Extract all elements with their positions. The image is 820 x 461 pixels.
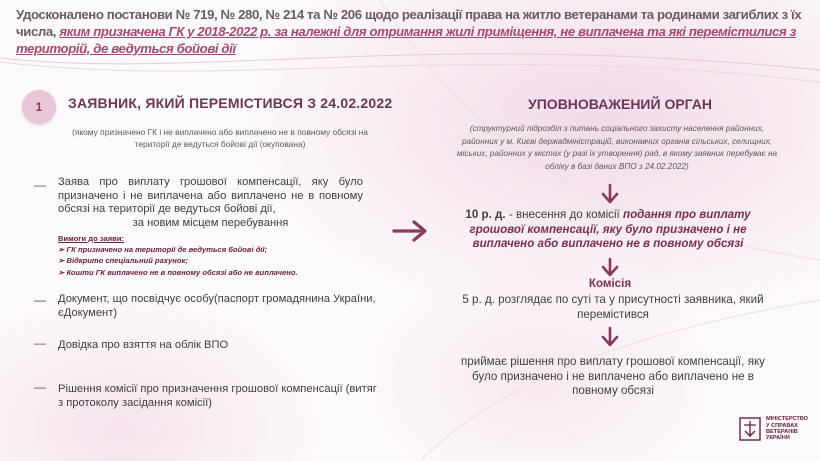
chevron-down-icon (599, 326, 621, 348)
chevron-down-icon (599, 258, 621, 278)
submission-step (448, 208, 768, 252)
arrow-marker-icon: ➢ (58, 256, 65, 266)
title-line-emphasis: яким призначена ГК у 2018-2022 р. за належні для отримання жилі приміщення, не виплачена та які перемістилися з територій, де ведуться бойові дії (16, 24, 796, 56)
requirement-item: ➢ Відкрито спеціальний рахунок; (58, 256, 188, 266)
page-title (16, 6, 806, 57)
flow-arrow-right-icon (392, 220, 428, 242)
chevron-down-icon (599, 183, 621, 205)
document-item-text: Заява про виплату грошової компенсації, яку було призначено і не виплачена або виплачено не в повному обсязі на території де ведуться бойові дії, (58, 176, 363, 216)
title-line-plain: Удосконалено постанови № 719, № 280, № 214 та № 206 щодо реалізації права на житло ветеранами та родинами загиблих з їх числа, (16, 7, 802, 39)
ministry-logo-text: МІНІСТЕРСТВО У СПРАВАХ ВЕТЕРАНІВ УКРАЇНИ (766, 416, 809, 442)
authority-subtitle: (структурний підрозділ з питань соціального захисту населення районних, районних у м. Києві держадміністрацій, виконавчих органів сільських, селищних, міських, районних у містах (у разі їх утворення) рад, в якому заявник перебуває на обліку в базі даних ВПО з 24.02.2022) (457, 124, 777, 171)
bullet-dash-icon: — (34, 336, 46, 350)
requirements-title: Вимоги до заяви: (58, 234, 125, 243)
application-requirements (58, 233, 378, 278)
document-item-text-center: за новим місцем перебування (132, 216, 289, 229)
submission-emphasis: подання про виплату грошової компенсації, яку було призначено і не виплачено або виплачено не в повному обсязі (469, 208, 751, 250)
document-item-idp-certificate: Довідка про взяття на облік ВПО (58, 339, 229, 351)
commission-text: 5 р. д. розглядає по суті та у присутності заявника, який перемістився (462, 293, 764, 321)
applicant-subtitle: (якому призначено ГК і не виплачено або виплачено не в повному обсязі на території де ведуться бойові дії (окупована) (72, 127, 368, 149)
arrow-marker-icon: ➢ (58, 267, 65, 277)
applicant-title: ЗАЯВНИК, ЯКИЙ ПЕРЕМІСТИВСЯ З 24.02.2022 (68, 95, 393, 111)
ministry-logo (738, 416, 820, 442)
bullet-dash-icon: — (34, 178, 46, 192)
document-item-commission-decision: Рішення комісії про призначення грошової компенсації (витяг з протоколу засідання комісії) (58, 383, 377, 409)
requirement-item: ➢ ГК призначено на території де ведуться бойові дії; (58, 245, 268, 255)
ministry-emblem-icon (738, 416, 762, 442)
document-item-passport: Документ, що посвідчує особу(паспорт громадянина України, єДокумент) (58, 293, 376, 319)
requirement-item: ➢ Кошти ГК виплачено не в повному обсязі або не виплачено. (58, 267, 298, 277)
decision-text: приймає рішення про виплату грошової компенсації, яку було призначено і не виплачено або виплачено не в повному обсязі (461, 355, 765, 397)
submission-text: - внесення до комісії (508, 208, 620, 221)
authority-title: УПОВНОВАЖЕНИЙ ОРГАН (528, 96, 712, 112)
document-item-application (58, 176, 363, 230)
arrow-marker-icon: ➢ (58, 245, 65, 255)
submission-days: 10 р. д. (465, 208, 506, 221)
step-number-badge: 1 (22, 90, 56, 124)
bullet-dash-icon: — (34, 293, 46, 307)
commission-title: Комісія (588, 277, 632, 290)
bullet-dash-icon: — (34, 380, 46, 394)
